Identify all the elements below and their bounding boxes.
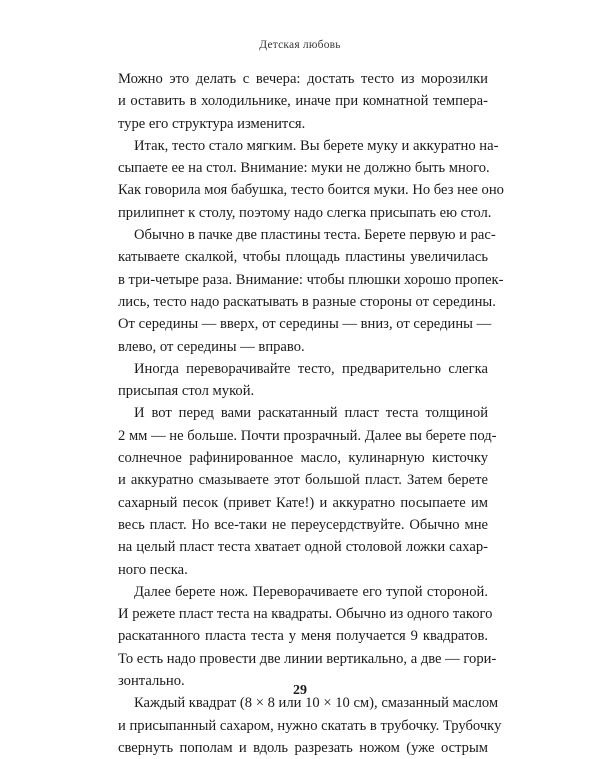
text-line: То есть надо провести две линии вертикально, а две — гори-	[118, 650, 497, 667]
text-line: Каждый квадрат (8 × 8 или 10 × 10 см), смазанный маслом	[134, 695, 499, 712]
text-line: И режете пласт теста на квадраты. Обычно из одного такого	[118, 606, 493, 623]
text-line: в три-четыре раза. Внимание: чтобы плюшки хорошо пропек-	[118, 271, 504, 288]
text-line: сахарный песок (привет Кате!) и аккуратно посыпаете им	[118, 494, 488, 511]
text-line: и присыпанный сахаром, нужно скатать в трубочку. Трубочку	[118, 717, 502, 734]
text-line: солнечное рафинированное масло, кулинарную кисточку	[118, 450, 488, 467]
text-line: прилипнет к столу, поэтому надо слегка присыпать ею стол.	[118, 204, 492, 221]
text-line: и аккуратно смазываете этот большой пласт. Затем берете	[118, 472, 488, 489]
text-line: Далее берете нож. Переворачиваете его тупой стороной.	[134, 583, 488, 600]
text-line: сыпаете ее на стол. Внимание: муки не должно быть много.	[118, 160, 490, 177]
text-line: и оставить в холодильнике, иначе при комнатной темпера-	[118, 93, 488, 110]
text-line: И вот перед вами раскатанный пласт теста толщиной	[134, 405, 488, 422]
text-line: Иногда переворачивайте тесто, предварительно слегка	[134, 360, 488, 377]
text-line: присыпая стол мукой.	[118, 383, 255, 400]
text-line: зонтально.	[118, 673, 185, 690]
text-line: на целый пласт теста хватает одной столовой ложки сахар-	[118, 539, 488, 556]
text-line: Итак, тесто стало мягким. Вы берете муку и аккуратно на-	[134, 137, 499, 154]
text-line: раскатанного пласта теста у меня получается 9 квадратов.	[118, 628, 488, 645]
text-line: свернуть пополам и вдоль разрезать ножом (уже острым	[118, 739, 488, 756]
text-line: Обычно в пачке две пластины теста. Берете первую и рас-	[134, 227, 496, 244]
page-number: 29	[293, 683, 307, 698]
text-line: туре его структура изменится.	[118, 115, 306, 132]
text-line: Как говорила моя бабушка, тесто боится муки. Но без нее оно	[118, 182, 504, 199]
running-header: Детская любовь	[259, 39, 341, 51]
text-line: катываете скалкой, чтобы площадь пластины увеличилась	[118, 249, 488, 266]
text-line: 2 мм — не больше. Почти прозрачный. Далее вы берете под-	[118, 427, 497, 444]
text-line: ного песка.	[118, 561, 188, 578]
text-line: От середины — вверх, от середины — вниз, от середины —	[118, 316, 492, 333]
body-text	[118, 68, 504, 759]
text-line: лись, тесто надо раскатывать в разные стороны от середины.	[118, 293, 496, 310]
text-line: влево, от середины — вправо.	[118, 338, 305, 355]
text-line: весь пласт. Но все-таки не переусердствуйте. Обычно мне	[118, 516, 488, 533]
text-line: Можно это делать с вечера: достать тесто из морозилки	[118, 71, 488, 87]
